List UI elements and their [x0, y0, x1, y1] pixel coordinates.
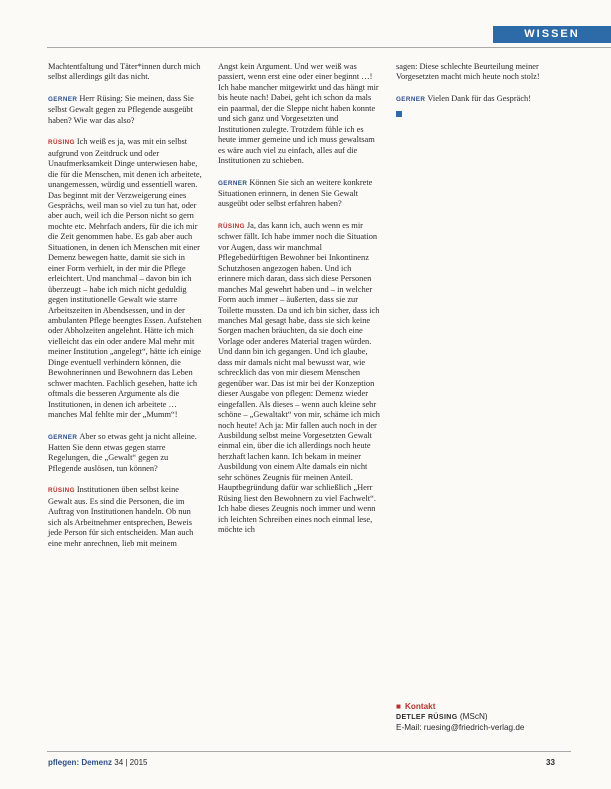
paragraph [396, 94, 559, 105]
paragraph [218, 178, 380, 210]
paragraph [218, 62, 380, 167]
paragraph [48, 485, 203, 549]
paragraph-gap [48, 474, 203, 485]
paragraph-gap [396, 83, 559, 94]
contact-title: ■ Kontakt [396, 702, 436, 711]
paragraph-text: sagen: Diese schlechte Beurteilung meiner Vorgesetzten macht mich heute noch stolz! [396, 62, 540, 82]
contact-person [396, 712, 566, 723]
column-1 [48, 62, 203, 549]
paragraph-text: Können Sie sich an weitere konkrete Situationen erinnern, in denen Sie Gewalt ausgeübt oder selbst erfahren haben? [218, 177, 373, 209]
paragraph-text: Angst kein Argument. Und wer weiß was passiert, wenn erst eine oder einer beginnt …! Ich habe mancher mitgewirkt und das hängt mir bis heute nach! Dabei, geht ich schon da mals ein paarmal, der die Sleppe nicht haben konnte und sich ganz und Vorgesetzten und Institutionen zulegte. Trotzdem fühle ich es heute immer gemeine und ich muss gewaltsam es wäre auch viel zu einfach, alles auf die Institutionen zu schieben. [218, 62, 379, 166]
paragraph [48, 62, 203, 83]
speaker-label: RÜSING [48, 139, 75, 147]
paragraph [218, 221, 380, 536]
paragraph-gap [48, 421, 203, 432]
contact-email[interactable]: E-Mail: ruesing@friedrich-verlag.de [396, 723, 525, 732]
speaker-label: GERNER [396, 95, 426, 103]
paragraph-text: Institutionen üben selbst keine Gewalt aus. Es sind die Personen, die im Auftrag von Institutionen handeln. Ob nun sich als Arbeitnehmer entsprechen, Beweis jede Person für sich entscheiden. Man auch eine mehr anrechnen, lieb mit meinem [48, 485, 194, 548]
paragraph [396, 62, 559, 83]
journal-title: pflegen: Demenz [48, 758, 113, 767]
paragraph-text: Machtentfaltung und Täter*innen durch mich selbst allerdings gilt das nicht. [48, 62, 201, 82]
footer-journal [48, 758, 147, 767]
paragraph-gap [218, 167, 380, 178]
paragraph-text: Ich weiß es ja, was mit ein selbst aufgrund von Zeitdruck und oder Unaufmerksamkeit Dinge unterwiesen habe, die für die Menschen, mit denen ich arbeitete, unangemessen, würdig und essentiell waren. Das beginnt mit der Verzweigerung eines Gesprächs, weil man so viel zu tun hat, oder aber auch, weil ich die Person nicht so gern mochte etc. Mehrfach anders, für die ich mir die Zeit genommen habe. Es gab aber auch Situationen, in denen ich Menschen mit einer Demenz bewegen hatte, damit sie sich in einer Form verhielt, in der mir die Pflege erleichtert. Und manchmal – davon bin ich überzeugt – habe ich mich nicht geduldig gegen institutionelle Gewalt wie starre Arbeitszeiten in Abendsessen, und in der ambulanten Pflege beengtes Essen. Aufstehen oder Abholzeiten angelehnt. Hätte ich mich vielleicht das ein oder andere Mal mehr mit meiner Institution „angelegt“, hätte ich einige Dinge eventuell verhindern können, die Bewohnerinnen und Bewohnern das Leben schwer machten. Fachlich gesehen, hatte ich oftmals die besseren Argumente als die Institutionen, in denen ich arbeitete … manches Mal fehlte mir der „Mumm“! [48, 137, 202, 420]
paragraph-text: Aber so etwas geht ja nicht alleine. Hatten Sie denn etwas gegen starre Regelungen, die „Gewalt“ gegen zu Pflegende auslösen, tun können? [48, 431, 197, 473]
contact-name: DETLEF RÜSING [396, 714, 458, 721]
speaker-label: GERNER [48, 95, 78, 103]
paragraph-gap [48, 83, 203, 94]
speaker-label: RÜSING [218, 222, 245, 230]
speaker-label: RÜSING [48, 487, 75, 495]
paragraph-gap [218, 210, 380, 221]
paragraph [48, 94, 203, 126]
contact-degree: (MScN) [459, 712, 488, 721]
journal-issue: 34 | 2015 [114, 758, 148, 767]
page-number: 33 [546, 758, 555, 767]
paragraph-gap [48, 126, 203, 137]
header-rule [47, 47, 611, 48]
paragraph [48, 137, 203, 420]
speaker-label: GERNER [48, 433, 78, 441]
paragraph-text: Herr Rüsing: Sie meinen, dass Sie selbst Gewalt gegen zu Pflegende ausgeübt haben? Wie war das also? [48, 93, 194, 125]
paragraph [48, 432, 203, 475]
contact-box [396, 702, 566, 733]
paragraph-text: Vielen Dank für das Gespräch! [427, 93, 532, 103]
column-3 [396, 62, 559, 120]
paragraph-text: Ja, das kann ich, auch wenn es mir schwer fällt. Ich habe immer noch die Situation vor Augen, dass wir manchmal Pflegebedürftigen Bewohner bei Inkontinenz Schutzhosen angezogen haben. Und ich erinnere mich daran, dass sich diese Personen manches Mal gewehrt haben und – in welcher Form auch immer – äußerten, dass sie zur Toilette mussten. Da und ich bin sicher, dass ich manches Mal gesagt habe, dass sie sich keine Sorgen machen bräuchten, da sie doch eine Vorlage oder anderes Material tragen würden. Und dann bin ich gegangen. Und ich glaube, dass mir damals nicht mal bewusst war, wie schrecklich das von mir diesem Menschen gegenüber war. Das ist mir bei der Konzeption dieser Ausgabe von pflegen: Demenz wieder eingefallen. Als dieses – wenn auch kleine sehr schöne – „Gewaltakt“ von mir, schäme ich mich noch heute! Ach ja: Mir fallen auch noch in der Ausbildung selbst meine Vorgesetzten Gewalt einmal ein, über die ich allerdings noch heute herzhaft lachen kann. Ich bekam in meiner Ausbildung von einem Alte damals ein nicht sehr schönes Zeugnis für meinen Anteil. Hauptbegründung dafür war schließlich „Herr Rüsing liest den Bewohnern zu viel Fachwelt“. Ich habe dieses Zeugnis noch immer und wenn ich leichten Schreiben eines noch einmal lese, möchte ich [218, 220, 380, 535]
footer-rule [47, 751, 571, 752]
end-mark-icon [396, 111, 402, 117]
section-label: WISSEN [493, 26, 611, 43]
bullet-icon: ■ [396, 702, 401, 711]
speaker-label: GERNER [218, 179, 248, 187]
column-2 [218, 62, 380, 535]
